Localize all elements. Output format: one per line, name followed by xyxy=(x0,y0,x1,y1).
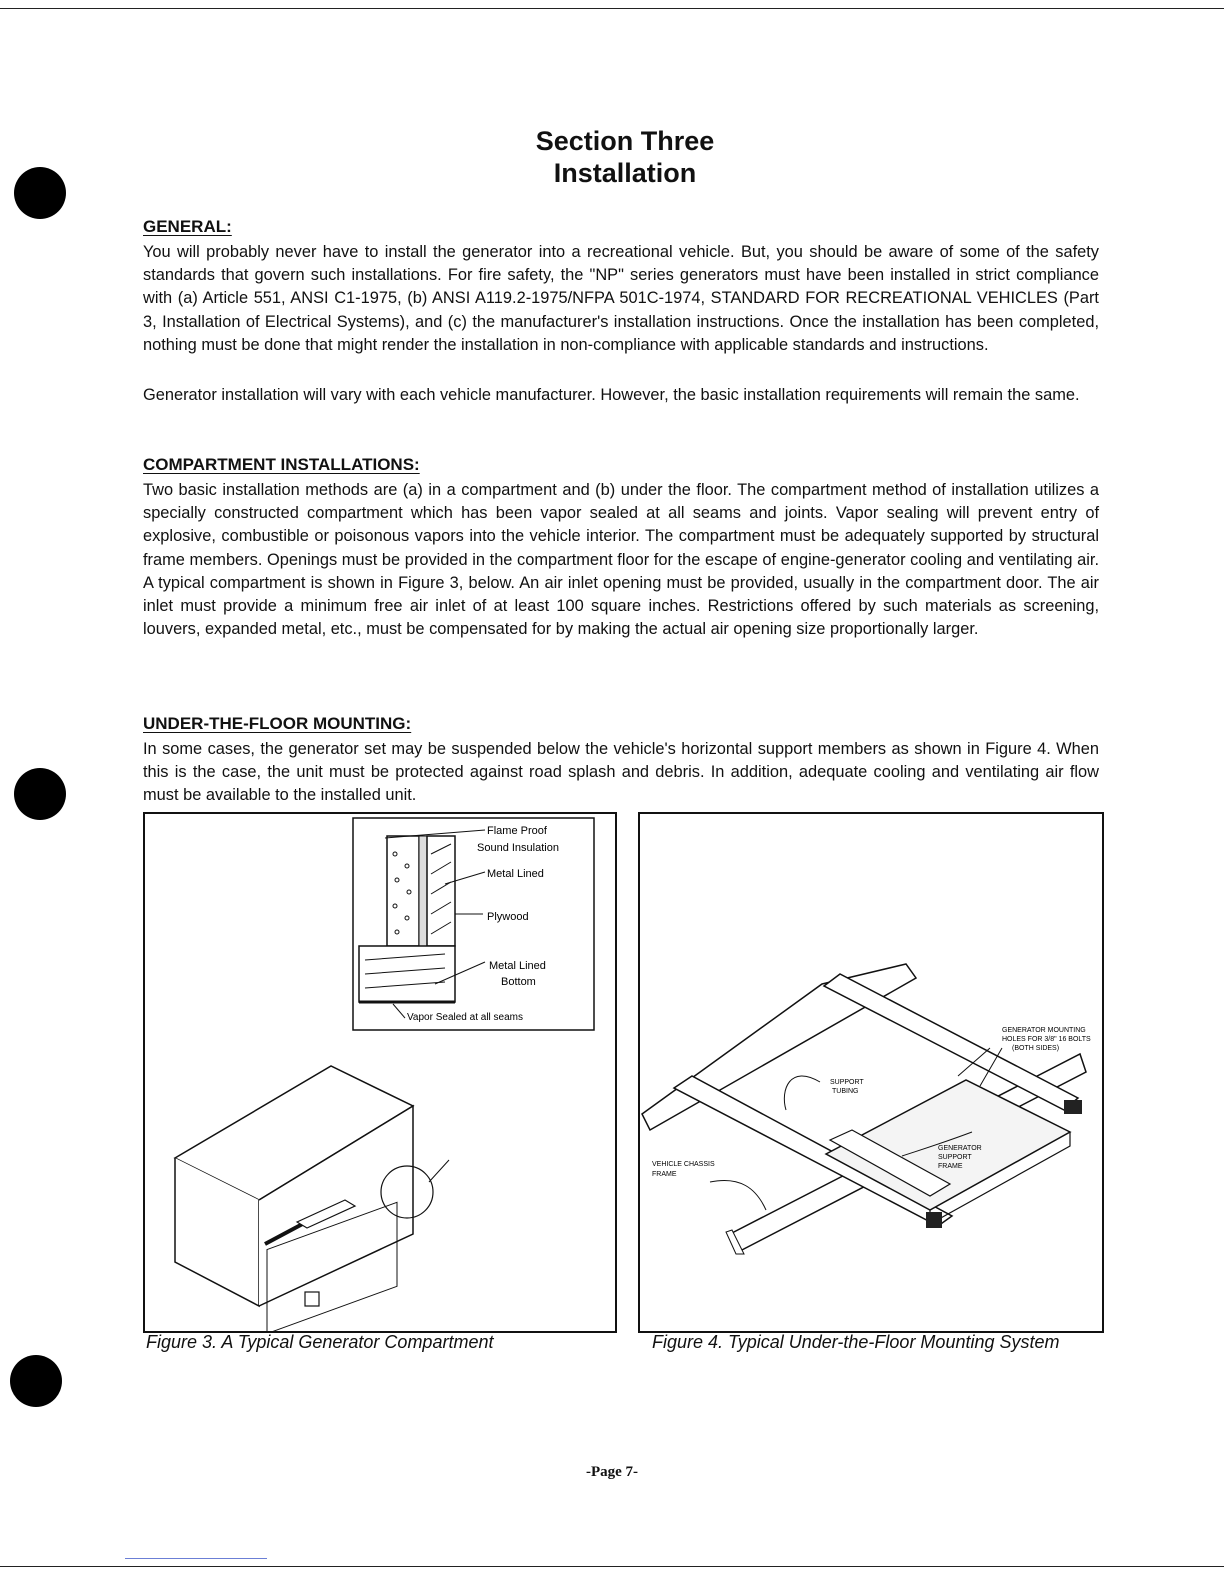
page-number: -Page 7- xyxy=(585,1464,639,1480)
underfloor-heading: UNDER-THE-FLOOR MOUNTING: xyxy=(143,714,412,733)
binder-hole-icon xyxy=(10,1355,62,1407)
flame-proof-label: Flame Proof xyxy=(487,825,547,837)
compartment-illustration xyxy=(145,814,615,1331)
metal-lined-bottom-label: Metal Lined xyxy=(489,960,546,972)
metal-lined-bottom-label-2: Bottom xyxy=(501,976,536,988)
figure-3-caption: Figure 3. A Typical Generator Compartment xyxy=(146,1332,494,1352)
support-tubing-label-2: TUBING xyxy=(832,1088,859,1095)
chassis-label: VEHICLE CHASSIS xyxy=(652,1161,715,1168)
general-heading: GENERAL: xyxy=(143,217,232,236)
metal-lined-label: Metal Lined xyxy=(487,868,544,880)
mounting-holes-label-2: HOLES FOR 3/8" 16 BOLTS xyxy=(1002,1036,1091,1043)
figure-4-frame xyxy=(638,812,1104,1333)
binder-hole-icon xyxy=(14,768,66,820)
generator-support-label-2: SUPPORT xyxy=(938,1154,972,1161)
bottom-accent-rule xyxy=(125,1558,267,1559)
general-paragraph-2: Generator installation will vary with each vehicle manufacturer. However, the basic installation requirements will remain the same. xyxy=(143,386,1080,404)
section-subtitle: Installation xyxy=(553,158,697,188)
top-rule xyxy=(0,8,1224,9)
generator-support-label-3: FRAME xyxy=(938,1163,963,1170)
sound-insulation-label: Sound Insulation xyxy=(477,842,559,854)
underfloor-paragraph: In some cases, the generator set may be suspended below the vehicle's horizontal support members as shown in Figure 4. When this is the case, the unit must be protected against road splash and debris. In addition, adequate cooling and ventilating air flow must be available to the installed unit. xyxy=(143,740,1099,805)
support-tubing-label: SUPPORT xyxy=(830,1079,864,1086)
generator-support-label: GENERATOR xyxy=(938,1145,982,1152)
compartment-heading: COMPARTMENT INSTALLATIONS: xyxy=(143,455,420,474)
compartment-paragraph: Two basic installation methods are (a) in a compartment and (b) under the floor. The compartment method of installation utilizes a specially constructed compartment which has been vapor sealed at all seams and joints. Vapor sealing will prevent entry of explosive, combustible or poisonous vapors into the vehicle interior. The compartment must be adequately supported by structural frame members. Openings must be provided in the compartment floor for the escape of engine-generator cooling and ventilating air. A typical compartment is shown in Figure 3, below. An air inlet opening must be provided, usually in the compartment door. The air inlet must provide a minimum free air inlet of at least 100 square inches. Restrictions offered by such materials as screening, louvers, expanded metal, etc., must be compensated for by making the actual air opening size proportionally larger. xyxy=(143,481,1099,639)
mounting-holes-label-3: (BOTH SIDES) xyxy=(1012,1045,1060,1052)
vapor-sealed-label: Vapor Sealed at all seams xyxy=(407,1012,523,1023)
figure-4-caption: Figure 4. Typical Under-the-Floor Mounting System xyxy=(652,1332,1060,1352)
bottom-rule xyxy=(0,1566,1224,1567)
mounting-holes-label: GENERATOR MOUNTING xyxy=(1002,1027,1086,1034)
chassis-label-2: FRAME xyxy=(652,1171,677,1178)
binder-hole-icon xyxy=(14,167,66,219)
underfloor-mount-illustration xyxy=(640,814,1102,1331)
plywood-label: Plywood xyxy=(487,911,529,923)
general-paragraph: You will probably never have to install the generator into a recreational vehicle. But, you should be aware of some of the safety standards that govern such installations. For fire safety, the "NP" series generators must have been installed in strict compliance with (a) Article 551, ANSI C1-1975, (b) ANSI A119.2-1975/NFPA 501C-1974, STANDARD FOR RECREATIONAL VEHICLES (Part 3, Installation of Electrical Systems), and (c) the manufacturer's installation instructions. Once the installation has been completed, nothing must be done that might render the installation in non-compliance with applicable standards and instructions. xyxy=(143,243,1099,354)
figure-3-frame xyxy=(143,812,617,1333)
section-title: Section Three xyxy=(535,126,715,156)
